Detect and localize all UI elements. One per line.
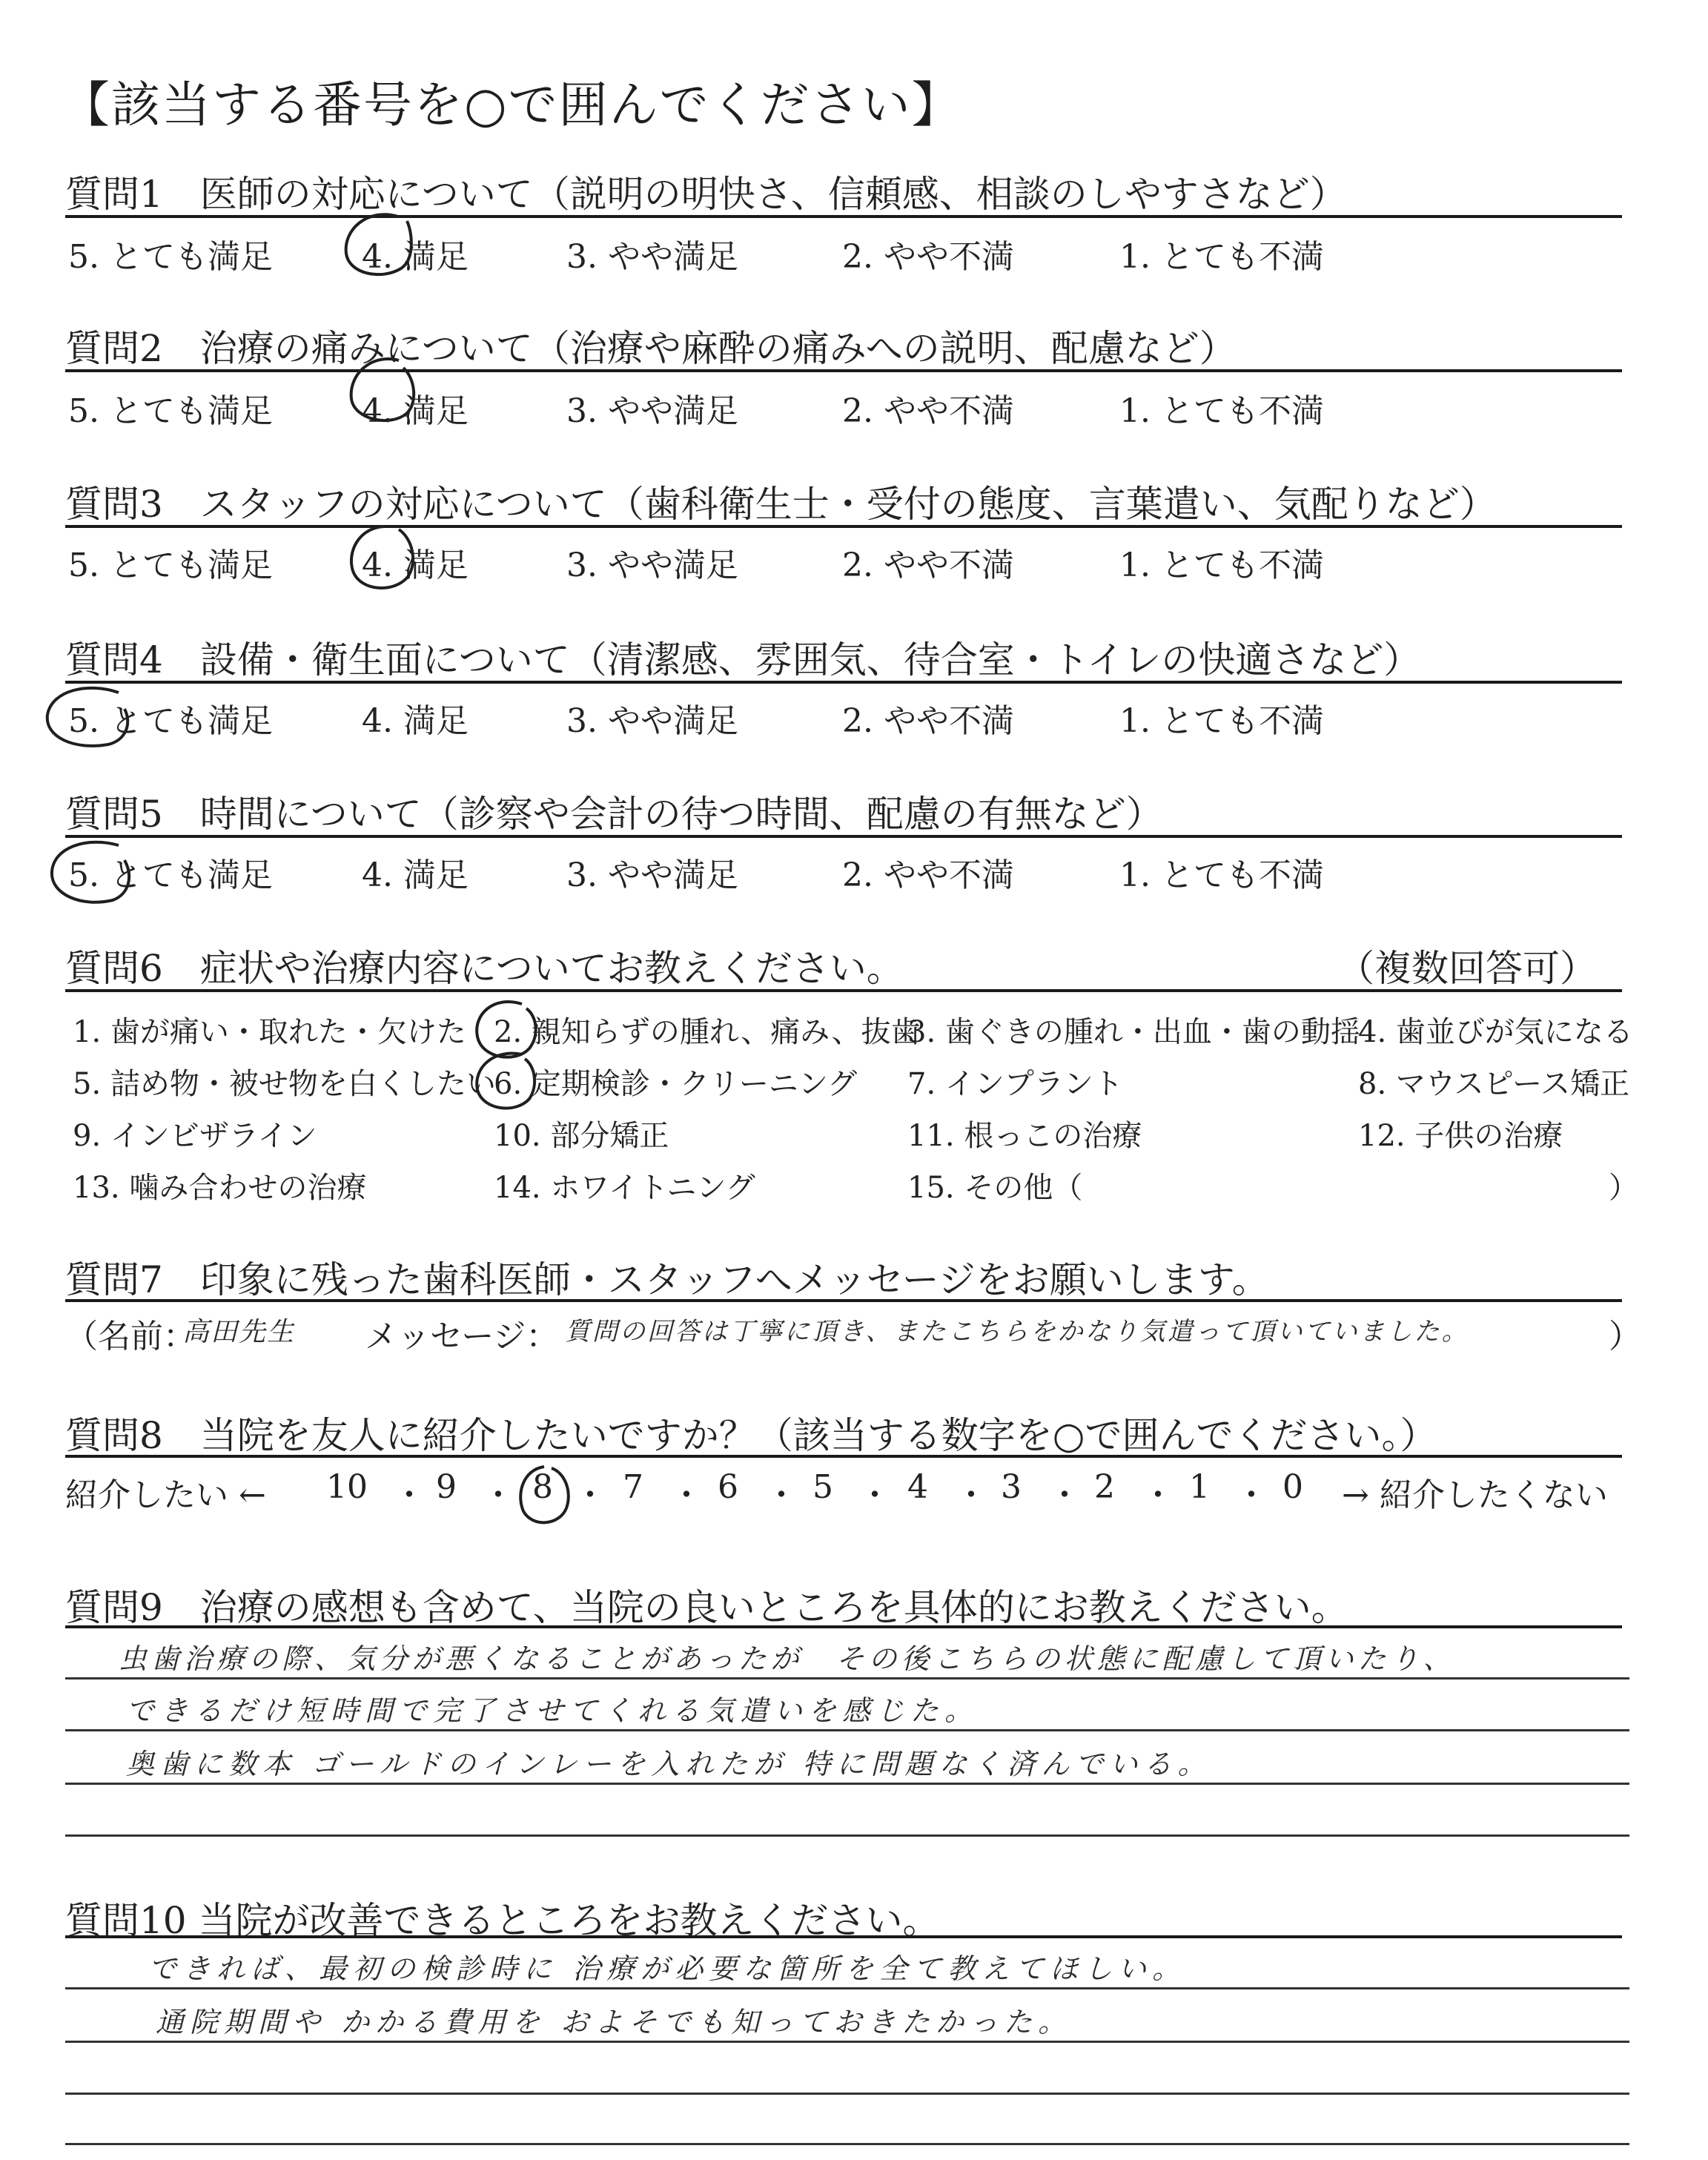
q8-scale-3[interactable]: 3 [1001,1468,1022,1506]
question-4-label: 質問4 設備・衛生面について（清潔感、雰囲気、待合室・トイレの快適さなど） [65,638,1421,681]
q8-dot: ・ [955,1476,987,1514]
q6-option-2[interactable]: 2. 親知らずの腫れ、痛み、抜歯 [494,1015,921,1049]
q9-answer-line-1[interactable]: 虫歯治療の際、気分が悪くなることがあったが その後こちらの状態に配慮して頂いたり、 [119,1642,1456,1675]
q8-dot: ・ [393,1476,426,1514]
q6-option-8[interactable]: 8. マウスピース矯正 [1358,1067,1630,1101]
q8-scale-0[interactable]: 0 [1282,1468,1303,1506]
q8-dot: ・ [574,1476,606,1514]
q6-other-close-paren: ） [1609,1171,1638,1205]
q6-option-6[interactable]: 6. 定期検診・クリーニング [494,1067,858,1101]
q5-option-2[interactable]: 2. やや不満 [842,856,1014,894]
q8-scale-6[interactable]: 6 [718,1468,738,1506]
q2-option-3[interactable]: 3. やや満足 [566,392,738,430]
q10-line-4 [65,2143,1629,2145]
q1-option-5[interactable]: 5. とても満足 [68,238,273,276]
q10-answer-line-1[interactable]: できれば、最初の検診時に 治療が必要な箇所を全て教えてほしい。 [148,1952,1187,1985]
q6-option-3[interactable]: 3. 歯ぐきの腫れ・出血・歯の動揺 [907,1015,1360,1049]
q5-option-3[interactable]: 3. やや満足 [566,856,738,894]
q8-dot: ・ [765,1476,798,1514]
q8-right-label: → 紹介したくない [1342,1476,1608,1514]
question-9-rule [65,1625,1622,1628]
q8-scale-1[interactable]: 1 [1189,1468,1210,1506]
q7-message-value[interactable]: 質問の回答は丁寧に頂き、またこちらをかなり気遣って頂いていました。 [565,1317,1469,1347]
q9-line-4 [65,1834,1629,1837]
q4-option-4[interactable]: 4. 満足 [362,702,469,740]
q8-scale-8[interactable]: 8 [532,1468,553,1506]
q3-option-2[interactable]: 2. やや不満 [842,546,1014,584]
question-10-rule [65,1935,1622,1938]
q7-name-label: （名前： [65,1318,196,1355]
q10-line-1 [65,1987,1629,1989]
q8-scale-10[interactable]: 10 [326,1468,368,1506]
question-9-label: 質問9 治療の感想も含めて、当院の良いところを具体的にお教えください。 [65,1586,1348,1629]
q3-option-1[interactable]: 1. とても不満 [1119,546,1324,584]
question-1-rule [65,215,1622,218]
q5-option-4[interactable]: 4. 満足 [362,856,469,894]
q9-answer-line-2[interactable]: できるだけ短時間で完了させてくれる気遣いを感じた。 [126,1694,979,1727]
question-8-label: 質問8 当院を友人に紹介したいですか？（該当する数字を○で囲んでください。） [65,1414,1437,1457]
question-3-label: 質問3 スタッフの対応について（歯科衛生士・受付の態度、言葉遣い、気配りなど） [65,483,1497,526]
q8-left-label: 紹介したい ← [65,1476,266,1514]
q4-option-3[interactable]: 3. やや満足 [566,702,738,740]
q3-option-4[interactable]: 4. 満足 [362,546,469,584]
q8-scale-4[interactable]: 4 [907,1468,928,1506]
q8-dot: ・ [858,1476,891,1514]
question-7-label: 質問7 印象に残った歯科医師・スタッフへメッセージをお願いします。 [65,1258,1269,1301]
q1-option-3[interactable]: 3. やや満足 [566,238,738,276]
q6-option-1[interactable]: 1. 歯が痛い・取れた・欠けた [73,1015,466,1049]
question-10-label: 質問10 当院が改善できるところをお教えください。 [65,1899,940,1942]
q8-scale-2[interactable]: 2 [1094,1468,1115,1506]
q8-dot: ・ [1142,1476,1174,1514]
q9-line-1 [65,1677,1629,1680]
question-5-rule [65,835,1622,838]
question-2-label: 質問2 治療の痛みについて（治療や麻酔の痛みへの説明、配慮など） [65,327,1237,370]
q9-line-3 [65,1783,1629,1785]
q4-option-2[interactable]: 2. やや不満 [842,702,1014,740]
question-7-rule [65,1299,1622,1302]
q7-name-value[interactable]: 高田先生 [182,1317,296,1347]
q5-option-1[interactable]: 1. とても不満 [1119,856,1324,894]
q8-scale-9[interactable]: 9 [436,1468,457,1506]
q2-option-5[interactable]: 5. とても満足 [68,392,273,430]
question-4-rule [65,681,1622,684]
q6-option-12[interactable]: 12. 子供の治療 [1358,1119,1563,1153]
q9-line-2 [65,1729,1629,1731]
q6-option-5[interactable]: 5. 詰め物・被せ物を白くしたい [73,1067,496,1101]
q3-option-3[interactable]: 3. やや満足 [566,546,738,584]
q6-option-11[interactable]: 11. 根っこの治療 [907,1119,1142,1153]
question-3-rule [65,525,1622,528]
q1-option-1[interactable]: 1. とても不満 [1119,238,1324,276]
question-6-label: 質問6 症状や治療内容についてお教えください。 [65,947,904,990]
q2-option-1[interactable]: 1. とても不満 [1119,392,1324,430]
q4-option-1[interactable]: 1. とても不満 [1119,702,1324,740]
q1-option-2[interactable]: 2. やや不満 [842,238,1014,276]
q8-dot: ・ [482,1476,514,1514]
q6-option-7[interactable]: 7. インプラント [907,1067,1123,1101]
q6-option-10[interactable]: 10. 部分矯正 [494,1119,669,1153]
q2-option-2[interactable]: 2. やや不満 [842,392,1014,430]
q10-line-2 [65,2041,1629,2043]
q8-scale-7[interactable]: 7 [623,1468,643,1506]
q6-option-15[interactable]: 15. その他（ [907,1171,1083,1205]
question-6-note: （複数回答可） [1337,947,1597,990]
question-1-label: 質問1 医師の対応について（説明の明快さ、信頼感、相談のしやすさなど） [65,173,1347,216]
q4-option-5[interactable]: 5. とても満足 [68,702,273,740]
q8-dot: ・ [1048,1476,1081,1514]
question-6-rule [65,989,1622,992]
q7-close-paren: ） [1609,1318,1641,1355]
page-title: 【該当する番号を○で囲んでください】 [61,76,962,133]
q3-option-5[interactable]: 5. とても満足 [68,546,273,584]
q7-message-label: メッセージ： [365,1318,559,1355]
q10-line-3 [65,2093,1629,2095]
q5-option-5[interactable]: 5. とても満足 [68,856,273,894]
q6-option-14[interactable]: 14. ホワイトニング [494,1171,755,1205]
question-2-rule [65,369,1622,372]
q2-option-4[interactable]: 4. 満足 [362,392,469,430]
question-5-label: 質問5 時間について（診察や会計の待つ時間、配慮の有無など） [65,793,1163,836]
q8-scale-5[interactable]: 5 [812,1468,833,1506]
q10-answer-line-2[interactable]: 通院期間や かかる費用を およそでも知っておきたかった。 [156,2006,1073,2038]
q6-option-13[interactable]: 13. 噛み合わせの治療 [73,1171,367,1205]
q1-option-4[interactable]: 4. 満足 [362,238,469,276]
q9-answer-line-3[interactable]: 奥歯に数本 ゴールドのインレーを入れたが 特に問題なく済んでいる。 [126,1748,1212,1780]
q8-dot: ・ [1235,1476,1268,1514]
q8-dot: ・ [670,1476,703,1514]
q6-option-4[interactable]: 4. 歯並びが気になる [1358,1015,1633,1049]
q6-option-9[interactable]: 9. インビザライン [73,1119,317,1153]
question-8-rule [65,1455,1622,1458]
